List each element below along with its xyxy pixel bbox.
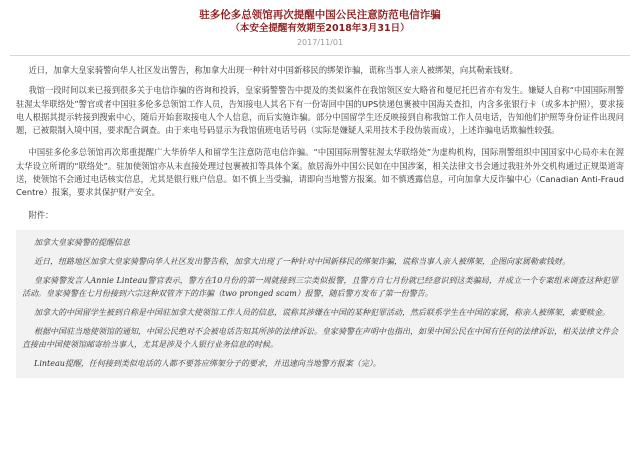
article-body (10, 64, 630, 378)
header-divider (10, 55, 630, 56)
attachment-paragraph-1: 近日，纽路地区加拿大皇家骑警向华人社区发出警告称，加拿大出现了一种针对中国新移民的绑架诈骗，谎称当事人亲人被绑架，企图向家属勒索钱财。 (34, 256, 570, 266)
attachment-box (16, 230, 624, 378)
paragraph-3: 中国驻多伦多总领馆再次郑重提醒广大华侨华人和留学生注意防范电信诈骗。“中国国际刑警驻渥太华联络处”为虚构机构，国际刑警组织中国国家中心局亦未在渥太华设立所谓的“联络处”。驻加使领馆亦从未直接处理过包裹被扣等具体个案。旅居海外中国公民如在中国涉案，相关法律文书会通过我驻外外交机构通过正规渠道寄送，使领馆不会通过电话核实信息，尤其是银行账户信息。如不慎上当受骗，请即向当地警方报案。如不慎透露信息，可向加拿大反诈骗中心（Canadian Anti-Fraud Centre）报案，要求其保护财产安全。 (16, 147, 624, 198)
paragraph-1: 近日，加拿大皇家骑警向华人社区发出警告，称加拿大出现一种针对中国新移民的绑架诈骗，谎称当事人亲人被绑架，向其勒索钱财。 (28, 65, 518, 75)
attachment-label: 附件： (28, 209, 54, 220)
publish-date: 2017/11/01 (296, 38, 344, 47)
paragraph-2: 我馆一段时间以来已接到很多关于电信诈骗的咨询和投诉，皇家骑警警告中提及的类似案件在我馆领区安大略省和曼尼托巴省亦有发生。嫌疑人自称“中国国际刑警驻渥太华联络处”警官或者中国驻多伦多总领馆工作人员，告知接电人其名下有一份寄回中国的UPS快递包裹被中国海关查扣，内含多张银行卡（或多本护照），要求接电人根据其提示转接到搜索中心，随后开始套取接电人个人信息，而后实施诈骗。部分中国留学生还反映接到自称我馆工作人员电话，告知他们护照等身份证件出现问题，已被限制入境中国，要求配合调查。由于来电号码显示为我馆值班电话号码（实际是嫌疑人采用技术手段伪装而成），上述诈骗电话欺骗性较强。 (16, 85, 624, 136)
attachment-paragraph-3: 加拿大的中国留学生被到自称是中国驻加拿大使领馆工作人员的信息，谎称其涉嫌在中国的某种犯罪活动，然后联系学生在中国的家属，称亲人被绑架，索要赎金。 (34, 307, 610, 317)
attachment-paragraph-2: 皇家骑警发言人Annie Linteau警官表示，警方在10月份的第一周就接到三宗类似报警，且警方自七月份就已经意识到这类骗局，并成立一个专案组来调查这种犯罪活动。皇家骑警在七月份接到六宗这种双管齐下的诈骗（two pronged scam）报警，随后警方发布了第一份警告。 (22, 275, 618, 298)
attachment-paragraph-4: 根据中国驻当地使领馆的通知，中国公民绝对不会被电话告知其所涉的法律诉讼。皇家骑警在声明中也指出，如果中国公民在中国有任何的法律诉讼，相关法律文件会直接由中国使领馆邮寄给当事人，尤其是涉及个人银行业务信息的时候。 (22, 326, 618, 349)
page-subtitle: （本安全提醒有效期至2018年3月31日） (230, 23, 410, 34)
attachment-heading: 加拿大皇家骑警的提醒信息 (34, 237, 130, 247)
page-title: 驻多伦多总领馆再次提醒中国公民注意防范电信诈骗 (199, 9, 441, 21)
attachment-paragraph-5: Linteau提醒，任何接到类似电话的人都不要答应绑架分子的要求，并迅速向当地警方报案（完）。 (34, 358, 381, 368)
